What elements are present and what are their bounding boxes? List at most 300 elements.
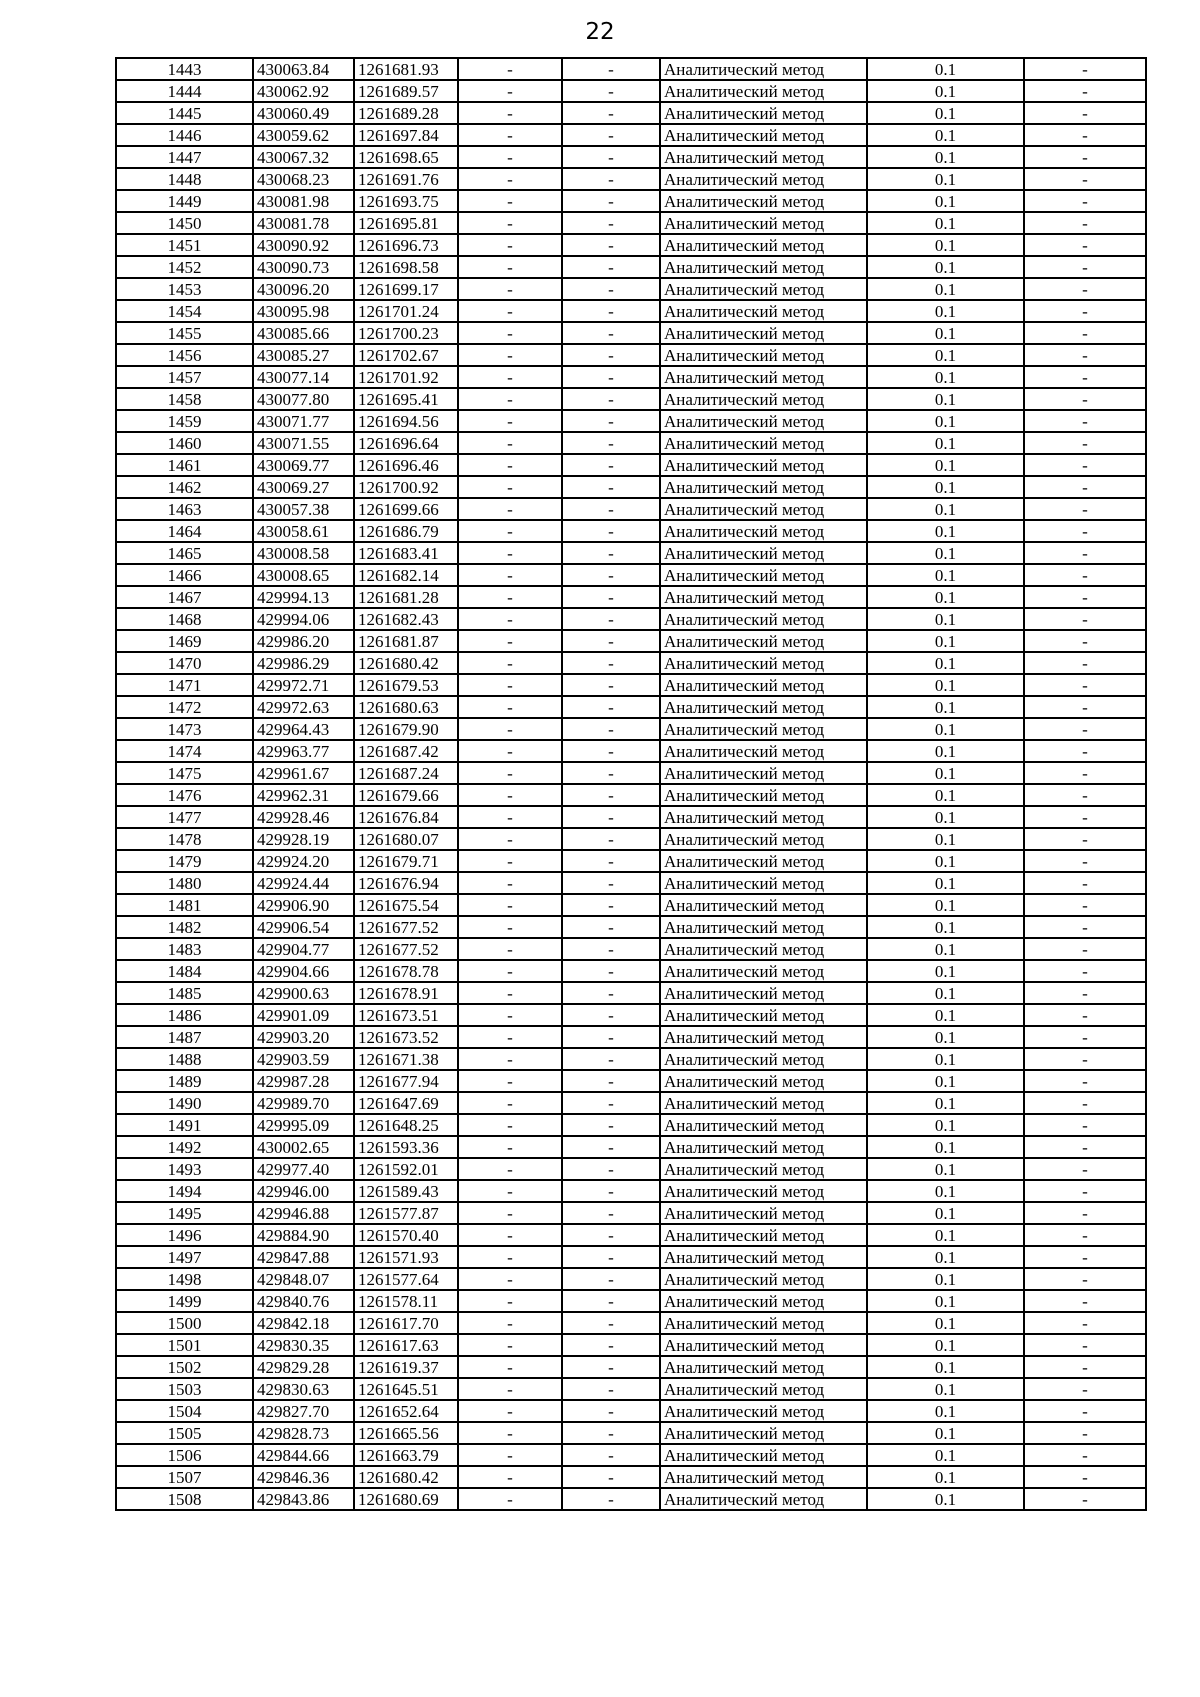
table-row	[116, 718, 1146, 740]
y-coordinate: 1261680.63	[354, 696, 458, 718]
point-number: 1495	[116, 1202, 253, 1224]
dash-cell: -	[562, 1070, 660, 1092]
method: Аналитический метод	[660, 850, 867, 872]
method: Аналитический метод	[660, 1048, 867, 1070]
method: Аналитический метод	[660, 1290, 867, 1312]
dash-cell: -	[1024, 630, 1146, 652]
y-coordinate: 1261680.42	[354, 1466, 458, 1488]
method: Аналитический метод	[660, 1004, 867, 1026]
y-coordinate: 1261589.43	[354, 1180, 458, 1202]
accuracy: 0.1	[867, 850, 1024, 872]
dash-cell: -	[562, 542, 660, 564]
accuracy: 0.1	[867, 1378, 1024, 1400]
dash-cell: -	[1024, 432, 1146, 454]
dash-cell: -	[562, 1444, 660, 1466]
table-row	[116, 828, 1146, 850]
point-number: 1482	[116, 916, 253, 938]
point-number: 1455	[116, 322, 253, 344]
x-coordinate: 430008.58	[253, 542, 354, 564]
point-number: 1470	[116, 652, 253, 674]
method: Аналитический метод	[660, 1136, 867, 1158]
dash-cell: -	[458, 542, 562, 564]
y-coordinate: 1261698.58	[354, 256, 458, 278]
table-row	[116, 850, 1146, 872]
dash-cell: -	[458, 234, 562, 256]
dash-cell: -	[458, 124, 562, 146]
dash-cell: -	[458, 410, 562, 432]
point-number: 1463	[116, 498, 253, 520]
dash-cell: -	[1024, 762, 1146, 784]
dash-cell: -	[562, 784, 660, 806]
point-number: 1484	[116, 960, 253, 982]
dash-cell: -	[458, 608, 562, 630]
x-coordinate: 429972.71	[253, 674, 354, 696]
dash-cell: -	[458, 850, 562, 872]
method: Аналитический метод	[660, 1180, 867, 1202]
dash-cell: -	[562, 916, 660, 938]
dash-cell: -	[1024, 410, 1146, 432]
dash-cell: -	[562, 806, 660, 828]
coordinates-table	[115, 57, 1147, 1511]
table-row	[116, 1136, 1146, 1158]
x-coordinate: 429946.00	[253, 1180, 354, 1202]
point-number: 1473	[116, 718, 253, 740]
dash-cell: -	[458, 674, 562, 696]
x-coordinate: 429904.66	[253, 960, 354, 982]
method: Аналитический метод	[660, 1114, 867, 1136]
dash-cell: -	[1024, 1224, 1146, 1246]
method: Аналитический метод	[660, 608, 867, 630]
dash-cell: -	[458, 498, 562, 520]
method: Аналитический метод	[660, 190, 867, 212]
dash-cell: -	[562, 388, 660, 410]
x-coordinate: 429830.63	[253, 1378, 354, 1400]
y-coordinate: 1261696.73	[354, 234, 458, 256]
accuracy: 0.1	[867, 1158, 1024, 1180]
x-coordinate: 429906.54	[253, 916, 354, 938]
dash-cell: -	[562, 564, 660, 586]
point-number: 1487	[116, 1026, 253, 1048]
table-row	[116, 432, 1146, 454]
point-number: 1456	[116, 344, 253, 366]
dash-cell: -	[1024, 1246, 1146, 1268]
dash-cell: -	[1024, 1444, 1146, 1466]
dash-cell: -	[1024, 872, 1146, 894]
x-coordinate: 429884.90	[253, 1224, 354, 1246]
dash-cell: -	[1024, 586, 1146, 608]
dash-cell: -	[458, 146, 562, 168]
dash-cell: -	[458, 1070, 562, 1092]
accuracy: 0.1	[867, 234, 1024, 256]
accuracy: 0.1	[867, 1114, 1024, 1136]
x-coordinate: 430077.80	[253, 388, 354, 410]
point-number: 1474	[116, 740, 253, 762]
method: Аналитический метод	[660, 344, 867, 366]
dash-cell: -	[458, 806, 562, 828]
dash-cell: -	[458, 168, 562, 190]
dash-cell: -	[562, 102, 660, 124]
dash-cell: -	[458, 1356, 562, 1378]
table-row	[116, 916, 1146, 938]
accuracy: 0.1	[867, 432, 1024, 454]
dash-cell: -	[562, 410, 660, 432]
dash-cell: -	[1024, 740, 1146, 762]
x-coordinate: 429994.06	[253, 608, 354, 630]
dash-cell: -	[562, 938, 660, 960]
dash-cell: -	[562, 630, 660, 652]
dash-cell: -	[1024, 1400, 1146, 1422]
x-coordinate: 429901.09	[253, 1004, 354, 1026]
point-number: 1494	[116, 1180, 253, 1202]
point-number: 1454	[116, 300, 253, 322]
method: Аналитический метод	[660, 630, 867, 652]
accuracy: 0.1	[867, 1224, 1024, 1246]
dash-cell: -	[458, 586, 562, 608]
y-coordinate: 1261682.43	[354, 608, 458, 630]
method: Аналитический метод	[660, 674, 867, 696]
dash-cell: -	[562, 652, 660, 674]
dash-cell: -	[458, 938, 562, 960]
dash-cell: -	[1024, 828, 1146, 850]
dash-cell: -	[458, 718, 562, 740]
accuracy: 0.1	[867, 1070, 1024, 1092]
point-number: 1467	[116, 586, 253, 608]
dash-cell: -	[1024, 388, 1146, 410]
accuracy: 0.1	[867, 410, 1024, 432]
dash-cell: -	[1024, 454, 1146, 476]
dash-cell: -	[458, 476, 562, 498]
accuracy: 0.1	[867, 960, 1024, 982]
x-coordinate: 430081.78	[253, 212, 354, 234]
y-coordinate: 1261663.79	[354, 1444, 458, 1466]
dash-cell: -	[562, 762, 660, 784]
dash-cell: -	[562, 718, 660, 740]
x-coordinate: 430059.62	[253, 124, 354, 146]
table-row	[116, 454, 1146, 476]
accuracy: 0.1	[867, 1092, 1024, 1114]
x-coordinate: 430060.49	[253, 102, 354, 124]
method: Аналитический метод	[660, 1070, 867, 1092]
dash-cell: -	[562, 58, 660, 80]
dash-cell: -	[458, 80, 562, 102]
point-number: 1475	[116, 762, 253, 784]
table-row	[116, 190, 1146, 212]
dash-cell: -	[458, 1268, 562, 1290]
page-number: 22	[585, 19, 615, 45]
method: Аналитический метод	[660, 542, 867, 564]
x-coordinate: 430071.55	[253, 432, 354, 454]
dash-cell: -	[458, 322, 562, 344]
point-number: 1502	[116, 1356, 253, 1378]
x-coordinate: 429848.07	[253, 1268, 354, 1290]
table-row	[116, 1026, 1146, 1048]
dash-cell: -	[1024, 1158, 1146, 1180]
dash-cell: -	[458, 784, 562, 806]
method: Аналитический метод	[660, 80, 867, 102]
x-coordinate: 430068.23	[253, 168, 354, 190]
y-coordinate: 1261701.24	[354, 300, 458, 322]
table-row	[116, 1268, 1146, 1290]
x-coordinate: 430069.27	[253, 476, 354, 498]
dash-cell: -	[458, 1158, 562, 1180]
method: Аналитический метод	[660, 806, 867, 828]
y-coordinate: 1261679.71	[354, 850, 458, 872]
y-coordinate: 1261645.51	[354, 1378, 458, 1400]
dash-cell: -	[562, 476, 660, 498]
accuracy: 0.1	[867, 58, 1024, 80]
y-coordinate: 1261677.94	[354, 1070, 458, 1092]
dash-cell: -	[1024, 168, 1146, 190]
method: Аналитический метод	[660, 1158, 867, 1180]
accuracy: 0.1	[867, 916, 1024, 938]
y-coordinate: 1261665.56	[354, 1422, 458, 1444]
dash-cell: -	[1024, 718, 1146, 740]
dash-cell: -	[458, 1136, 562, 1158]
dash-cell: -	[458, 1224, 562, 1246]
method: Аналитический метод	[660, 498, 867, 520]
table-row	[116, 1224, 1146, 1246]
method: Аналитический метод	[660, 828, 867, 850]
y-coordinate: 1261680.69	[354, 1488, 458, 1510]
x-coordinate: 429827.70	[253, 1400, 354, 1422]
table-row	[116, 1356, 1146, 1378]
table-row	[116, 1114, 1146, 1136]
accuracy: 0.1	[867, 124, 1024, 146]
point-number: 1476	[116, 784, 253, 806]
x-coordinate: 430069.77	[253, 454, 354, 476]
point-number: 1480	[116, 872, 253, 894]
x-coordinate: 429977.40	[253, 1158, 354, 1180]
dash-cell: -	[562, 256, 660, 278]
dash-cell: -	[1024, 806, 1146, 828]
dash-cell: -	[1024, 1202, 1146, 1224]
method: Аналитический метод	[660, 1334, 867, 1356]
point-number: 1458	[116, 388, 253, 410]
accuracy: 0.1	[867, 366, 1024, 388]
table-row	[116, 784, 1146, 806]
table-row	[116, 1246, 1146, 1268]
point-number: 1493	[116, 1158, 253, 1180]
point-number: 1460	[116, 432, 253, 454]
table-row	[116, 894, 1146, 916]
accuracy: 0.1	[867, 1422, 1024, 1444]
y-coordinate: 1261687.24	[354, 762, 458, 784]
method: Аналитический метод	[660, 652, 867, 674]
x-coordinate: 429903.59	[253, 1048, 354, 1070]
point-number: 1450	[116, 212, 253, 234]
x-coordinate: 429972.63	[253, 696, 354, 718]
table-row	[116, 1400, 1146, 1422]
dash-cell: -	[1024, 80, 1146, 102]
dash-cell: -	[458, 190, 562, 212]
y-coordinate: 1261679.53	[354, 674, 458, 696]
y-coordinate: 1261681.87	[354, 630, 458, 652]
table-row	[116, 1290, 1146, 1312]
dash-cell: -	[1024, 476, 1146, 498]
table-row	[116, 1334, 1146, 1356]
accuracy: 0.1	[867, 1202, 1024, 1224]
point-number: 1446	[116, 124, 253, 146]
method: Аналитический метод	[660, 278, 867, 300]
y-coordinate: 1261617.70	[354, 1312, 458, 1334]
y-coordinate: 1261689.28	[354, 102, 458, 124]
table-row	[116, 740, 1146, 762]
dash-cell: -	[562, 850, 660, 872]
y-coordinate: 1261680.42	[354, 652, 458, 674]
dash-cell: -	[562, 740, 660, 762]
accuracy: 0.1	[867, 1334, 1024, 1356]
dash-cell: -	[1024, 564, 1146, 586]
dash-cell: -	[1024, 1378, 1146, 1400]
dash-cell: -	[1024, 58, 1146, 80]
accuracy: 0.1	[867, 388, 1024, 410]
table-row	[116, 278, 1146, 300]
method: Аналитический метод	[660, 124, 867, 146]
accuracy: 0.1	[867, 300, 1024, 322]
dash-cell: -	[562, 300, 660, 322]
accuracy: 0.1	[867, 1290, 1024, 1312]
accuracy: 0.1	[867, 718, 1024, 740]
dash-cell: -	[458, 1290, 562, 1312]
dash-cell: -	[458, 1378, 562, 1400]
accuracy: 0.1	[867, 652, 1024, 674]
dash-cell: -	[562, 1004, 660, 1026]
table-row	[116, 102, 1146, 124]
method: Аналитический метод	[660, 982, 867, 1004]
y-coordinate: 1261681.28	[354, 586, 458, 608]
y-coordinate: 1261681.93	[354, 58, 458, 80]
table-row	[116, 1202, 1146, 1224]
dash-cell: -	[458, 1048, 562, 1070]
y-coordinate: 1261689.57	[354, 80, 458, 102]
dash-cell: -	[1024, 520, 1146, 542]
y-coordinate: 1261676.84	[354, 806, 458, 828]
table-row	[116, 1312, 1146, 1334]
method: Аналитический метод	[660, 894, 867, 916]
dash-cell: -	[1024, 850, 1146, 872]
dash-cell: -	[562, 322, 660, 344]
accuracy: 0.1	[867, 1180, 1024, 1202]
table-row	[116, 674, 1146, 696]
point-number: 1486	[116, 1004, 253, 1026]
table-row	[116, 124, 1146, 146]
point-number: 1478	[116, 828, 253, 850]
dash-cell: -	[562, 1334, 660, 1356]
accuracy: 0.1	[867, 740, 1024, 762]
y-coordinate: 1261678.78	[354, 960, 458, 982]
x-coordinate: 430085.66	[253, 322, 354, 344]
dash-cell: -	[562, 146, 660, 168]
dash-cell: -	[1024, 982, 1146, 1004]
accuracy: 0.1	[867, 762, 1024, 784]
dash-cell: -	[1024, 1466, 1146, 1488]
method: Аналитический метод	[660, 1026, 867, 1048]
point-number: 1443	[116, 58, 253, 80]
dash-cell: -	[458, 1202, 562, 1224]
x-coordinate: 430057.38	[253, 498, 354, 520]
accuracy: 0.1	[867, 1026, 1024, 1048]
table-row	[116, 1158, 1146, 1180]
x-coordinate: 429844.66	[253, 1444, 354, 1466]
y-coordinate: 1261571.93	[354, 1246, 458, 1268]
dash-cell: -	[562, 454, 660, 476]
point-number: 1479	[116, 850, 253, 872]
table-row	[116, 696, 1146, 718]
dash-cell: -	[562, 1026, 660, 1048]
accuracy: 0.1	[867, 674, 1024, 696]
y-coordinate: 1261676.94	[354, 872, 458, 894]
table-row	[116, 542, 1146, 564]
dash-cell: -	[562, 1356, 660, 1378]
table-row	[116, 234, 1146, 256]
x-coordinate: 429904.77	[253, 938, 354, 960]
dash-cell: -	[1024, 1290, 1146, 1312]
dash-cell: -	[1024, 1070, 1146, 1092]
dash-cell: -	[1024, 894, 1146, 916]
method: Аналитический метод	[660, 58, 867, 80]
dash-cell: -	[458, 1180, 562, 1202]
point-number: 1444	[116, 80, 253, 102]
method: Аналитический метод	[660, 762, 867, 784]
x-coordinate: 430090.92	[253, 234, 354, 256]
dash-cell: -	[458, 520, 562, 542]
x-coordinate: 430071.77	[253, 410, 354, 432]
y-coordinate: 1261647.69	[354, 1092, 458, 1114]
dash-cell: -	[1024, 1004, 1146, 1026]
dash-cell: -	[1024, 1312, 1146, 1334]
table-row	[116, 652, 1146, 674]
point-number: 1471	[116, 674, 253, 696]
accuracy: 0.1	[867, 256, 1024, 278]
table-row	[116, 1048, 1146, 1070]
dash-cell: -	[562, 1422, 660, 1444]
method: Аналитический метод	[660, 784, 867, 806]
y-coordinate: 1261682.14	[354, 564, 458, 586]
dash-cell: -	[458, 1312, 562, 1334]
point-number: 1457	[116, 366, 253, 388]
table-row	[116, 982, 1146, 1004]
point-number: 1449	[116, 190, 253, 212]
dash-cell: -	[562, 1466, 660, 1488]
dash-cell: -	[562, 520, 660, 542]
dash-cell: -	[562, 1136, 660, 1158]
dash-cell: -	[562, 586, 660, 608]
dash-cell: -	[458, 1488, 562, 1510]
point-number: 1447	[116, 146, 253, 168]
method: Аналитический метод	[660, 1356, 867, 1378]
dash-cell: -	[458, 982, 562, 1004]
accuracy: 0.1	[867, 1400, 1024, 1422]
dash-cell: -	[1024, 1334, 1146, 1356]
dash-cell: -	[458, 1246, 562, 1268]
x-coordinate: 430067.32	[253, 146, 354, 168]
table-row	[116, 586, 1146, 608]
dash-cell: -	[1024, 696, 1146, 718]
y-coordinate: 1261578.11	[354, 1290, 458, 1312]
table-row	[116, 322, 1146, 344]
accuracy: 0.1	[867, 1004, 1024, 1026]
accuracy: 0.1	[867, 696, 1024, 718]
x-coordinate: 429986.29	[253, 652, 354, 674]
dash-cell: -	[1024, 1180, 1146, 1202]
y-coordinate: 1261679.66	[354, 784, 458, 806]
accuracy: 0.1	[867, 586, 1024, 608]
y-coordinate: 1261673.52	[354, 1026, 458, 1048]
dash-cell: -	[458, 1422, 562, 1444]
table-row	[116, 498, 1146, 520]
method: Аналитический метод	[660, 872, 867, 894]
point-number: 1488	[116, 1048, 253, 1070]
